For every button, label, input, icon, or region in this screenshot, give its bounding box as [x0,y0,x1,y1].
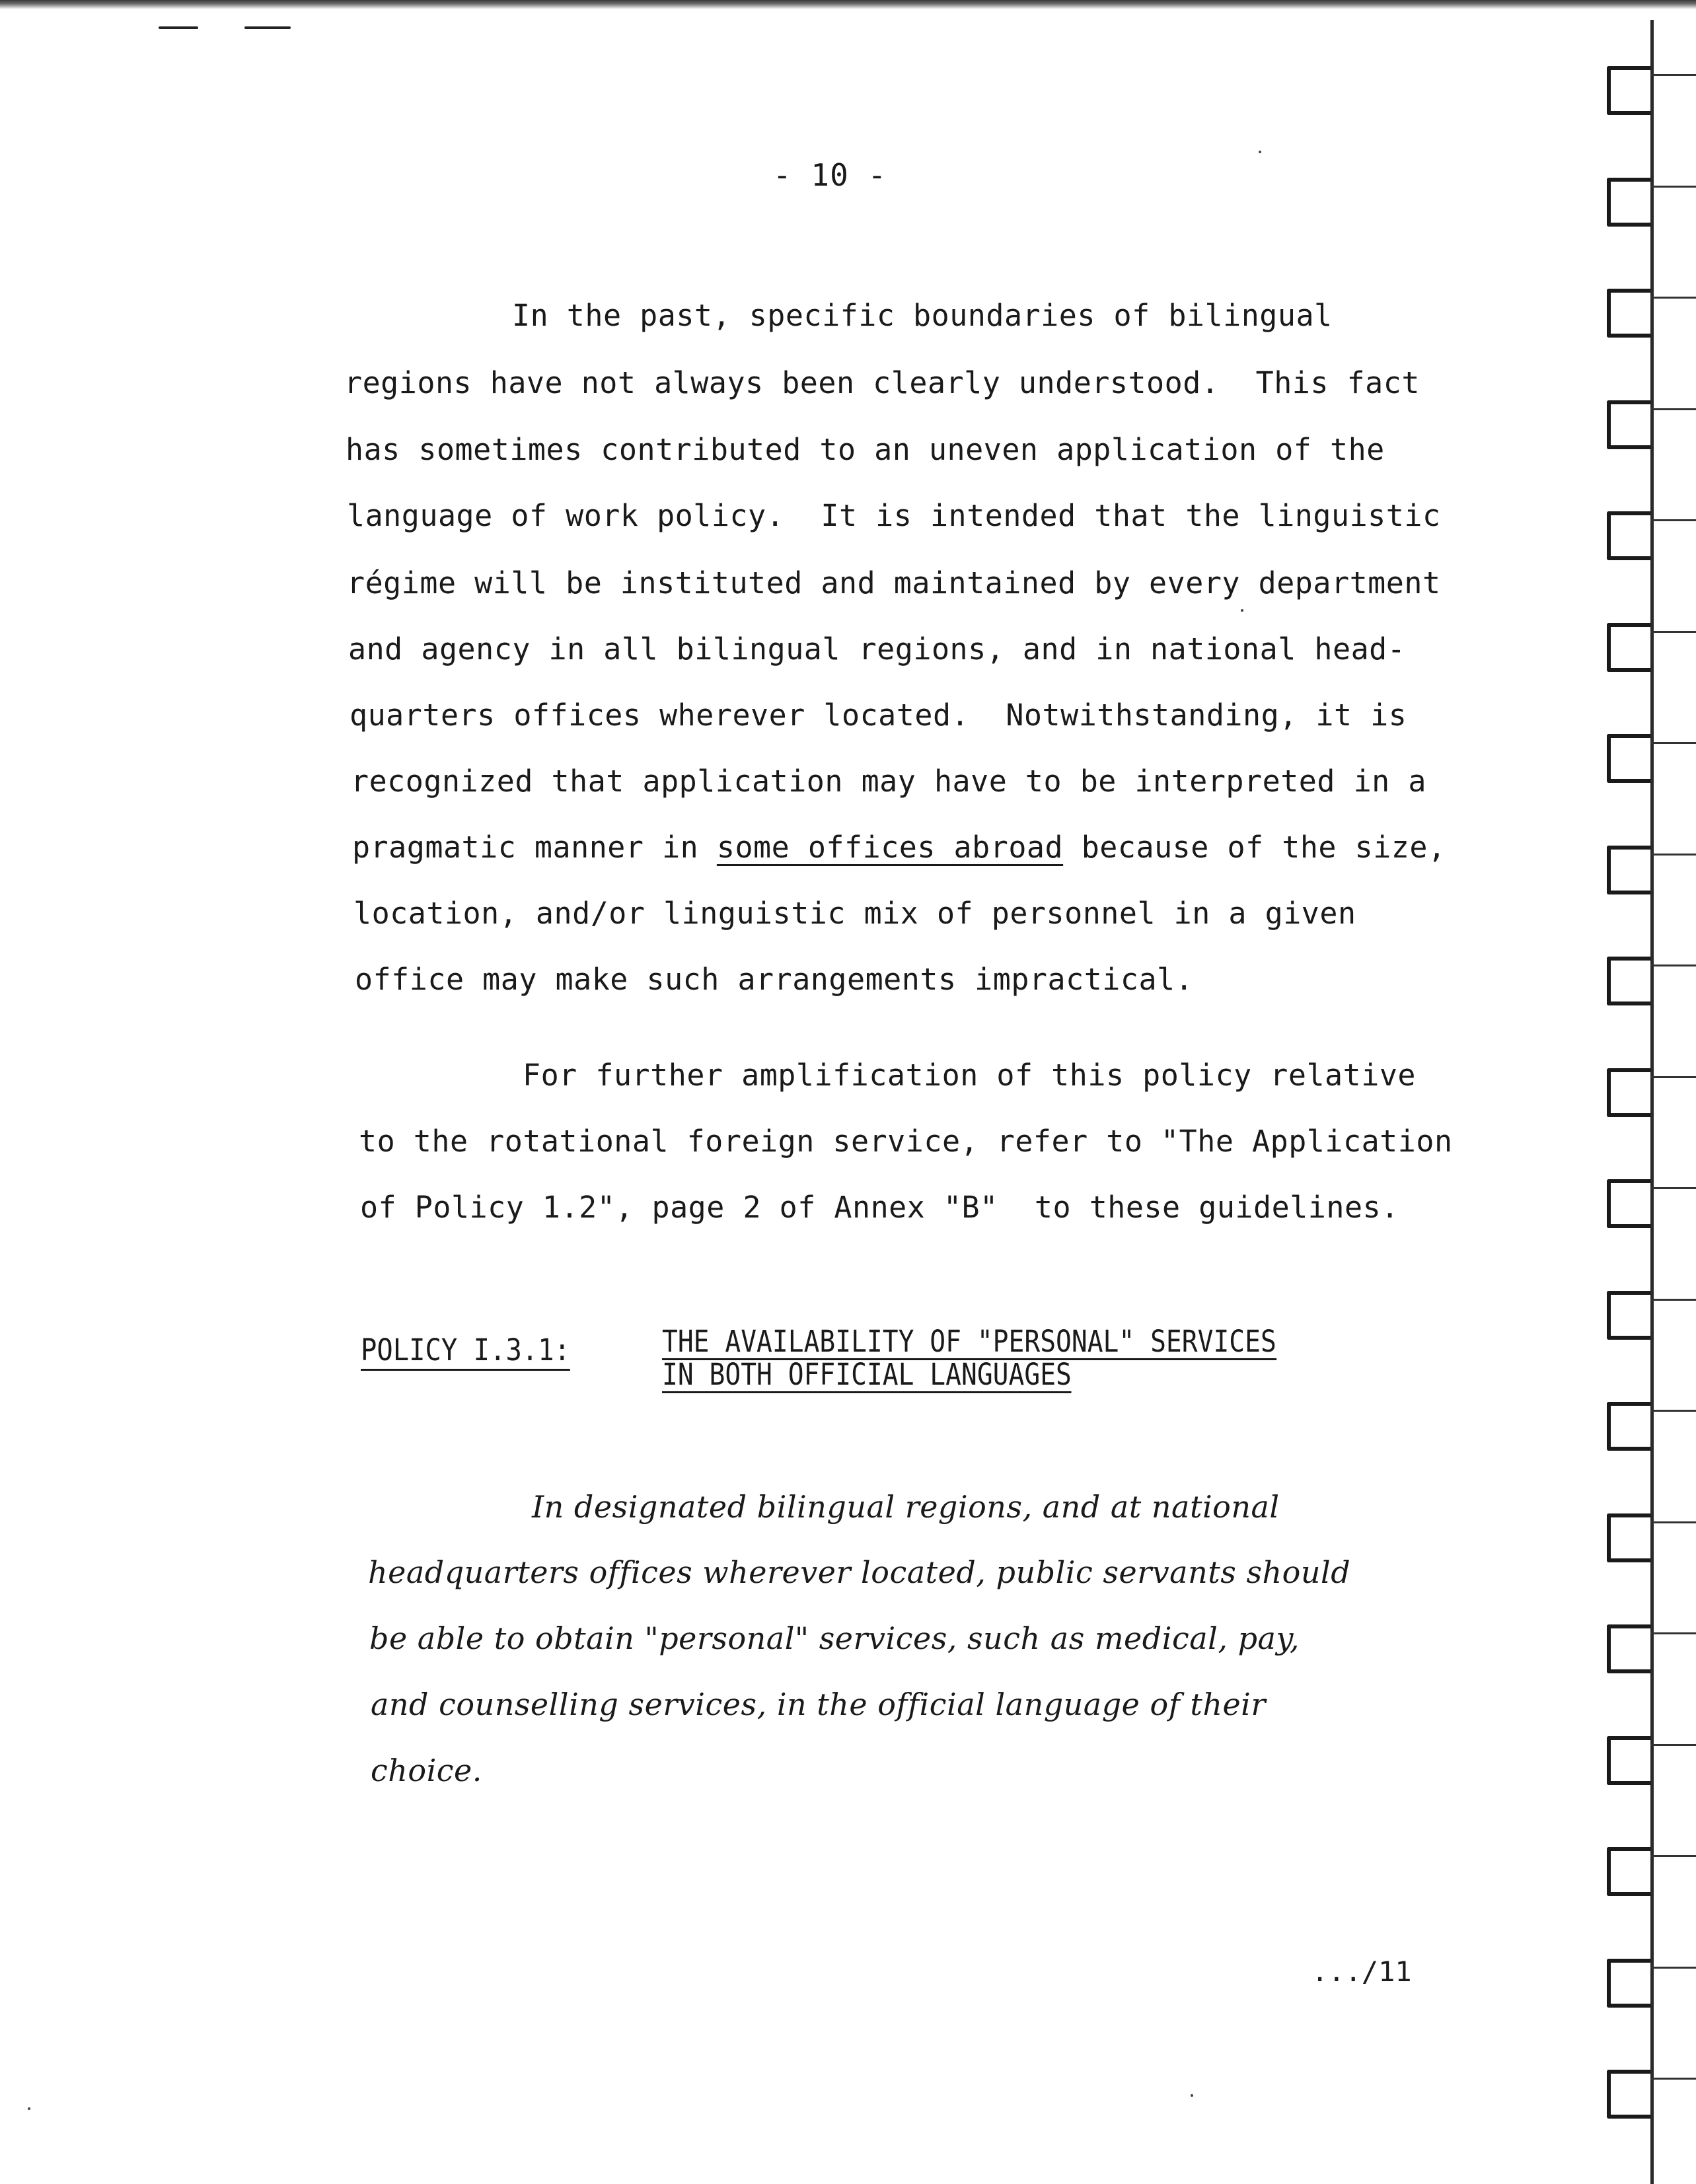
underlined-phrase: some offices abroad [716,830,1064,865]
binding-coil [1607,511,1650,560]
policy-statement-line: headquarters offices wherever located, public servants should [368,1554,1351,1590]
policy-statement-line: and counselling services, in the official language of their [371,1687,1266,1722]
paragraph-1-line: regions have not always been clearly understood. This fact [344,365,1420,400]
scan-mark [244,26,291,29]
paragraph-1-line: and agency in all bilingual regions, and in national head- [348,632,1406,667]
policy-statement-line: be able to obtain "personal" services, such as medical, pay, [369,1620,1300,1656]
paragraph-1-line: recognized that application may have to be interpreted in a [351,764,1426,799]
policy-statement-line: choice. [371,1753,482,1788]
binding-coil [1607,1068,1650,1117]
paragraph-1-line: language of work policy. It is intended that the linguistic [347,498,1441,533]
spiral-binding [1579,0,1696,2184]
page-number: - 10 - [773,157,887,193]
binding-coil [1607,1402,1650,1451]
paragraph-1-line [352,830,1446,865]
scan-speck [1191,2094,1193,2097]
paragraph-1-line: régime will be instituted and maintained by every department [347,565,1441,601]
binding-rail [1650,20,1654,2184]
paragraph-2-line: to the rotational foreign service, refer to "The Application [359,1124,1453,1159]
line-text: because of the size, [1063,830,1446,865]
paragraph-1-line: has sometimes contributed to an uneven application of the [346,432,1385,467]
policy-title-line: THE AVAILABILITY OF "PERSONAL" SERVICES [662,1324,1276,1359]
binding-coil [1607,400,1650,449]
binding-coil [1607,1179,1650,1228]
scan-speck [28,2107,30,2110]
continued-marker: .../11 [1311,1955,1412,1988]
binding-coil [1607,1736,1650,1785]
scan-speck [1241,609,1243,612]
paragraph-2-line: For further amplification of this policy relative [523,1058,1417,1093]
binding-coil [1607,289,1650,338]
policy-statement-line: In designated bilingual regions, and at national [532,1489,1280,1525]
paragraph-1-line: location, and/or linguistic mix of personnel in a given [353,896,1356,931]
binding-coil [1607,734,1650,783]
binding-coil [1607,2070,1650,2119]
binding-coil [1607,1847,1650,1896]
policy-label: POLICY I.3.1: [361,1332,570,1371]
binding-coil [1607,957,1650,1005]
paragraph-1-line: office may make such arrangements impractical. [355,962,1194,997]
paragraph-1-line: In the past, specific boundaries of bilingual [512,298,1333,333]
binding-coil [1607,623,1650,672]
binding-coil [1607,1624,1650,1673]
line-text: pragmatic manner in [352,830,717,865]
scan-top-edge [0,0,1696,9]
scan-speck [1259,151,1261,153]
binding-coil [1607,178,1650,227]
binding-coil [1607,1291,1650,1340]
binding-coil [1607,846,1650,894]
binding-coil [1607,1959,1650,2008]
policy-title-line: IN BOTH OFFICIAL LANGUAGES [662,1357,1072,1392]
paragraph-1-line: quarters offices wherever located. Notwithstanding, it is [350,698,1407,733]
binding-coil [1607,1513,1650,1562]
paragraph-2-line: of Policy 1.2", page 2 of Annex "B" to these guidelines. [360,1190,1399,1225]
scan-mark [159,26,198,29]
binding-coil [1607,66,1650,115]
